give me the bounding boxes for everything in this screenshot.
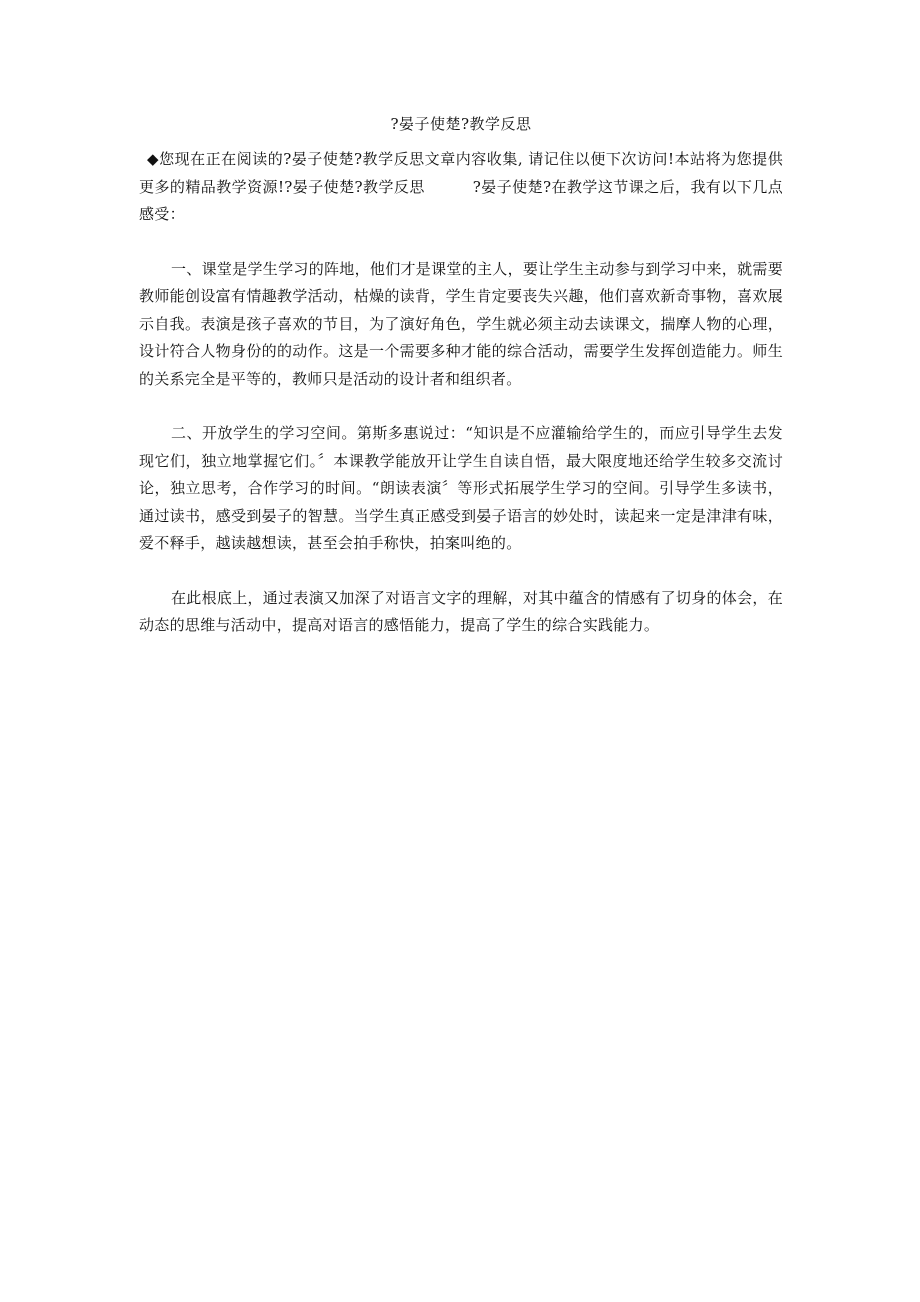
intro-text-part2: ?晏子使楚?在教学这节课之后，我有以下几点感受： bbox=[139, 177, 783, 223]
paragraph-gap bbox=[139, 393, 783, 420]
intro-paragraph bbox=[139, 146, 783, 229]
intro-text-part1: ◆您现在正在阅读的?晏子使楚?教学反思文章内容收集, 请记住以便下次访问!本站将为您提供更多的精品教学资源!?晏子使楚?教学反思 bbox=[139, 150, 783, 196]
paragraph-gap bbox=[139, 558, 783, 585]
body-paragraph-2: 二、开放学生的学习空间。第斯多惠说过：“知识是不应灌输给学生的，而应引导学生去发现它们，独立地掌握它们。〞本课教学能放开让学生自读自悟，最大限度地还给学生较多交流讨论，独立思考，合作学习的时间。“朗读表演〞等形式拓展学生学习的空间。引导学生多读书，通过读书，感受到晏子的智慧。当学生真正感受到晏子语言的妙处时，读起来一定是津津有味，爱不释手，越读越想读，甚至会拍手称快，拍案叫绝的。 bbox=[139, 424, 783, 552]
body-paragraph-3: 在此根底上，通过表演又加深了对语言文字的理解，对其中蕴含的情感有了切身的体会，在动态的思维与活动中，提高对语言的感悟能力，提高了学生的综合实践能力。 bbox=[139, 588, 784, 634]
paragraph-gap bbox=[139, 229, 783, 256]
document-page bbox=[139, 112, 783, 640]
document-title: ?晏子使楚?教学反思 bbox=[390, 115, 532, 133]
body-paragraph-1: 一、课堂是学生学习的阵地，他们才是课堂的主人，要让学生主动参与到学习中来，就需要教师能创设富有情趣教学活动，枯燥的读背，学生肯定要丧失兴趣，他们喜欢新奇事物，喜欢展示自我。表演是孩子喜欢的节目，为了演好角色，学生就必须主动去读课文，揣摩人物的心理，设计符合人物身份的的动作。这是一个需要多种才能的综合活动，需要学生发挥创造能力。师生的关系完全是平等的，教师只是活动的设计者和组织者。 bbox=[139, 259, 784, 388]
